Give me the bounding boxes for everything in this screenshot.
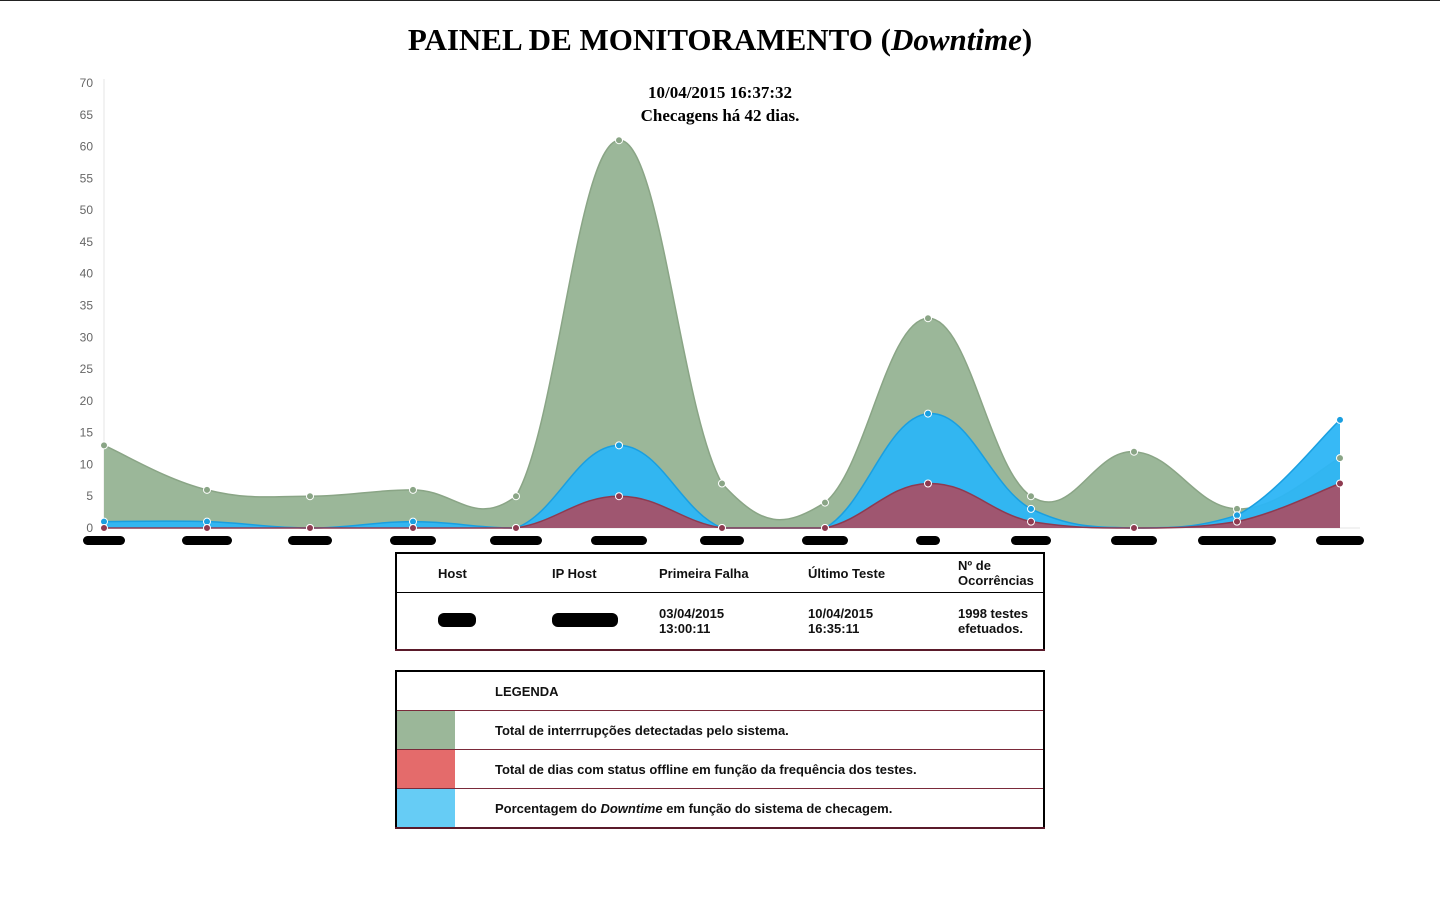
y-tick-label: 45 xyxy=(79,234,93,249)
y-tick-label: 50 xyxy=(79,203,93,218)
series-area-0 xyxy=(104,140,1340,528)
data-point[interactable] xyxy=(101,525,108,532)
data-point[interactable] xyxy=(101,442,108,449)
x-tick-label-redacted xyxy=(802,536,848,545)
y-tick-label: 30 xyxy=(79,330,93,345)
data-point[interactable] xyxy=(410,525,417,532)
legend-swatch-red xyxy=(396,750,455,789)
x-tick-label-redacted xyxy=(288,536,332,545)
table-row xyxy=(396,593,1044,651)
redacted-ip xyxy=(552,613,618,627)
data-point[interactable] xyxy=(616,137,623,144)
y-tick-label: 15 xyxy=(79,425,93,440)
x-tick-label-redacted xyxy=(1198,536,1276,545)
data-point[interactable] xyxy=(513,493,520,500)
data-point[interactable] xyxy=(1234,518,1241,525)
x-tick-label-redacted xyxy=(1111,536,1157,545)
data-point[interactable] xyxy=(616,442,623,449)
col-occurrences: Nº de Ocorrências xyxy=(958,553,1044,593)
x-tick-label-redacted xyxy=(182,536,232,545)
data-point[interactable] xyxy=(925,410,932,417)
col-host: Host xyxy=(396,553,552,593)
data-point[interactable] xyxy=(1028,518,1035,525)
legend-item-downtime-pct: Porcentagem do Downtime em função do sistema de checagem. xyxy=(396,789,1044,829)
data-point[interactable] xyxy=(307,525,314,532)
ip-cell xyxy=(552,593,659,651)
x-tick-label-redacted xyxy=(490,536,542,545)
col-first-failure: Primeira Falha xyxy=(659,553,808,593)
data-point[interactable] xyxy=(1131,448,1138,455)
downtime-chart xyxy=(0,70,1440,550)
host-info-table xyxy=(395,552,1045,651)
legend-title: LEGENDA xyxy=(455,671,1044,711)
y-tick-label: 40 xyxy=(79,266,93,281)
col-ip-host: IP Host xyxy=(552,553,659,593)
x-tick-label-redacted xyxy=(390,536,436,545)
data-point[interactable] xyxy=(925,315,932,322)
data-point[interactable] xyxy=(719,480,726,487)
legend-swatch-blue xyxy=(396,789,455,829)
legend-table xyxy=(395,670,1045,829)
y-tick-label: 60 xyxy=(79,139,93,154)
data-point[interactable] xyxy=(1337,455,1344,462)
chart-subtitle: Checagens há 42 dias. xyxy=(640,106,800,125)
x-tick-label-redacted xyxy=(591,536,647,545)
data-point[interactable] xyxy=(204,525,211,532)
y-tick-label: 55 xyxy=(79,171,93,186)
x-tick-label-redacted xyxy=(1316,536,1364,545)
data-point[interactable] xyxy=(1131,525,1138,532)
legend-header-row xyxy=(396,671,1044,711)
data-point[interactable] xyxy=(204,486,211,493)
host-cell xyxy=(396,593,552,651)
data-point[interactable] xyxy=(616,493,623,500)
y-tick-label: 20 xyxy=(79,393,93,408)
y-tick-label: 65 xyxy=(79,107,93,122)
occurrences-cell: 1998 testes efetuados. xyxy=(958,606,1029,636)
data-point[interactable] xyxy=(1028,505,1035,512)
data-point[interactable] xyxy=(513,525,520,532)
last-test-cell: 10/04/2015 16:35:11 xyxy=(808,606,874,636)
x-tick-label-redacted xyxy=(83,536,125,545)
x-tick-label-redacted xyxy=(700,536,744,545)
data-point[interactable] xyxy=(1337,416,1344,423)
x-tick-label-redacted xyxy=(1011,536,1051,545)
y-tick-label: 10 xyxy=(79,457,93,472)
data-point[interactable] xyxy=(822,499,829,506)
table-header-row xyxy=(396,553,1044,593)
y-tick-label: 0 xyxy=(86,521,93,535)
y-tick-label: 25 xyxy=(79,362,93,377)
data-point[interactable] xyxy=(822,525,829,532)
y-tick-label: 70 xyxy=(79,76,93,90)
y-tick-label: 5 xyxy=(86,489,93,504)
data-point[interactable] xyxy=(307,493,314,500)
page-title: PAINEL DE MONITORAMENTO (Downtime) xyxy=(407,22,1033,57)
data-point[interactable] xyxy=(410,486,417,493)
data-point[interactable] xyxy=(719,525,726,532)
first-failure-cell: 03/04/2015 13:00:11 xyxy=(659,606,725,636)
legend-item-offline-days: Total de dias com status offline em função da frequência dos testes. xyxy=(396,750,1044,789)
data-point[interactable] xyxy=(1028,493,1035,500)
data-point[interactable] xyxy=(925,480,932,487)
redacted-host xyxy=(438,613,476,627)
x-tick-label-redacted xyxy=(916,536,940,545)
chart-title: 10/04/2015 16:37:32 xyxy=(647,83,793,102)
chart-svg xyxy=(0,70,1440,550)
legend-item-interruptions: Total de interrrupções detectadas pelo sistema. xyxy=(396,711,1044,750)
col-last-test: Último Teste xyxy=(808,553,958,593)
y-tick-label: 35 xyxy=(79,298,93,313)
top-border xyxy=(0,0,1440,1)
legend-swatch-green xyxy=(396,711,455,750)
data-point[interactable] xyxy=(1337,480,1344,487)
